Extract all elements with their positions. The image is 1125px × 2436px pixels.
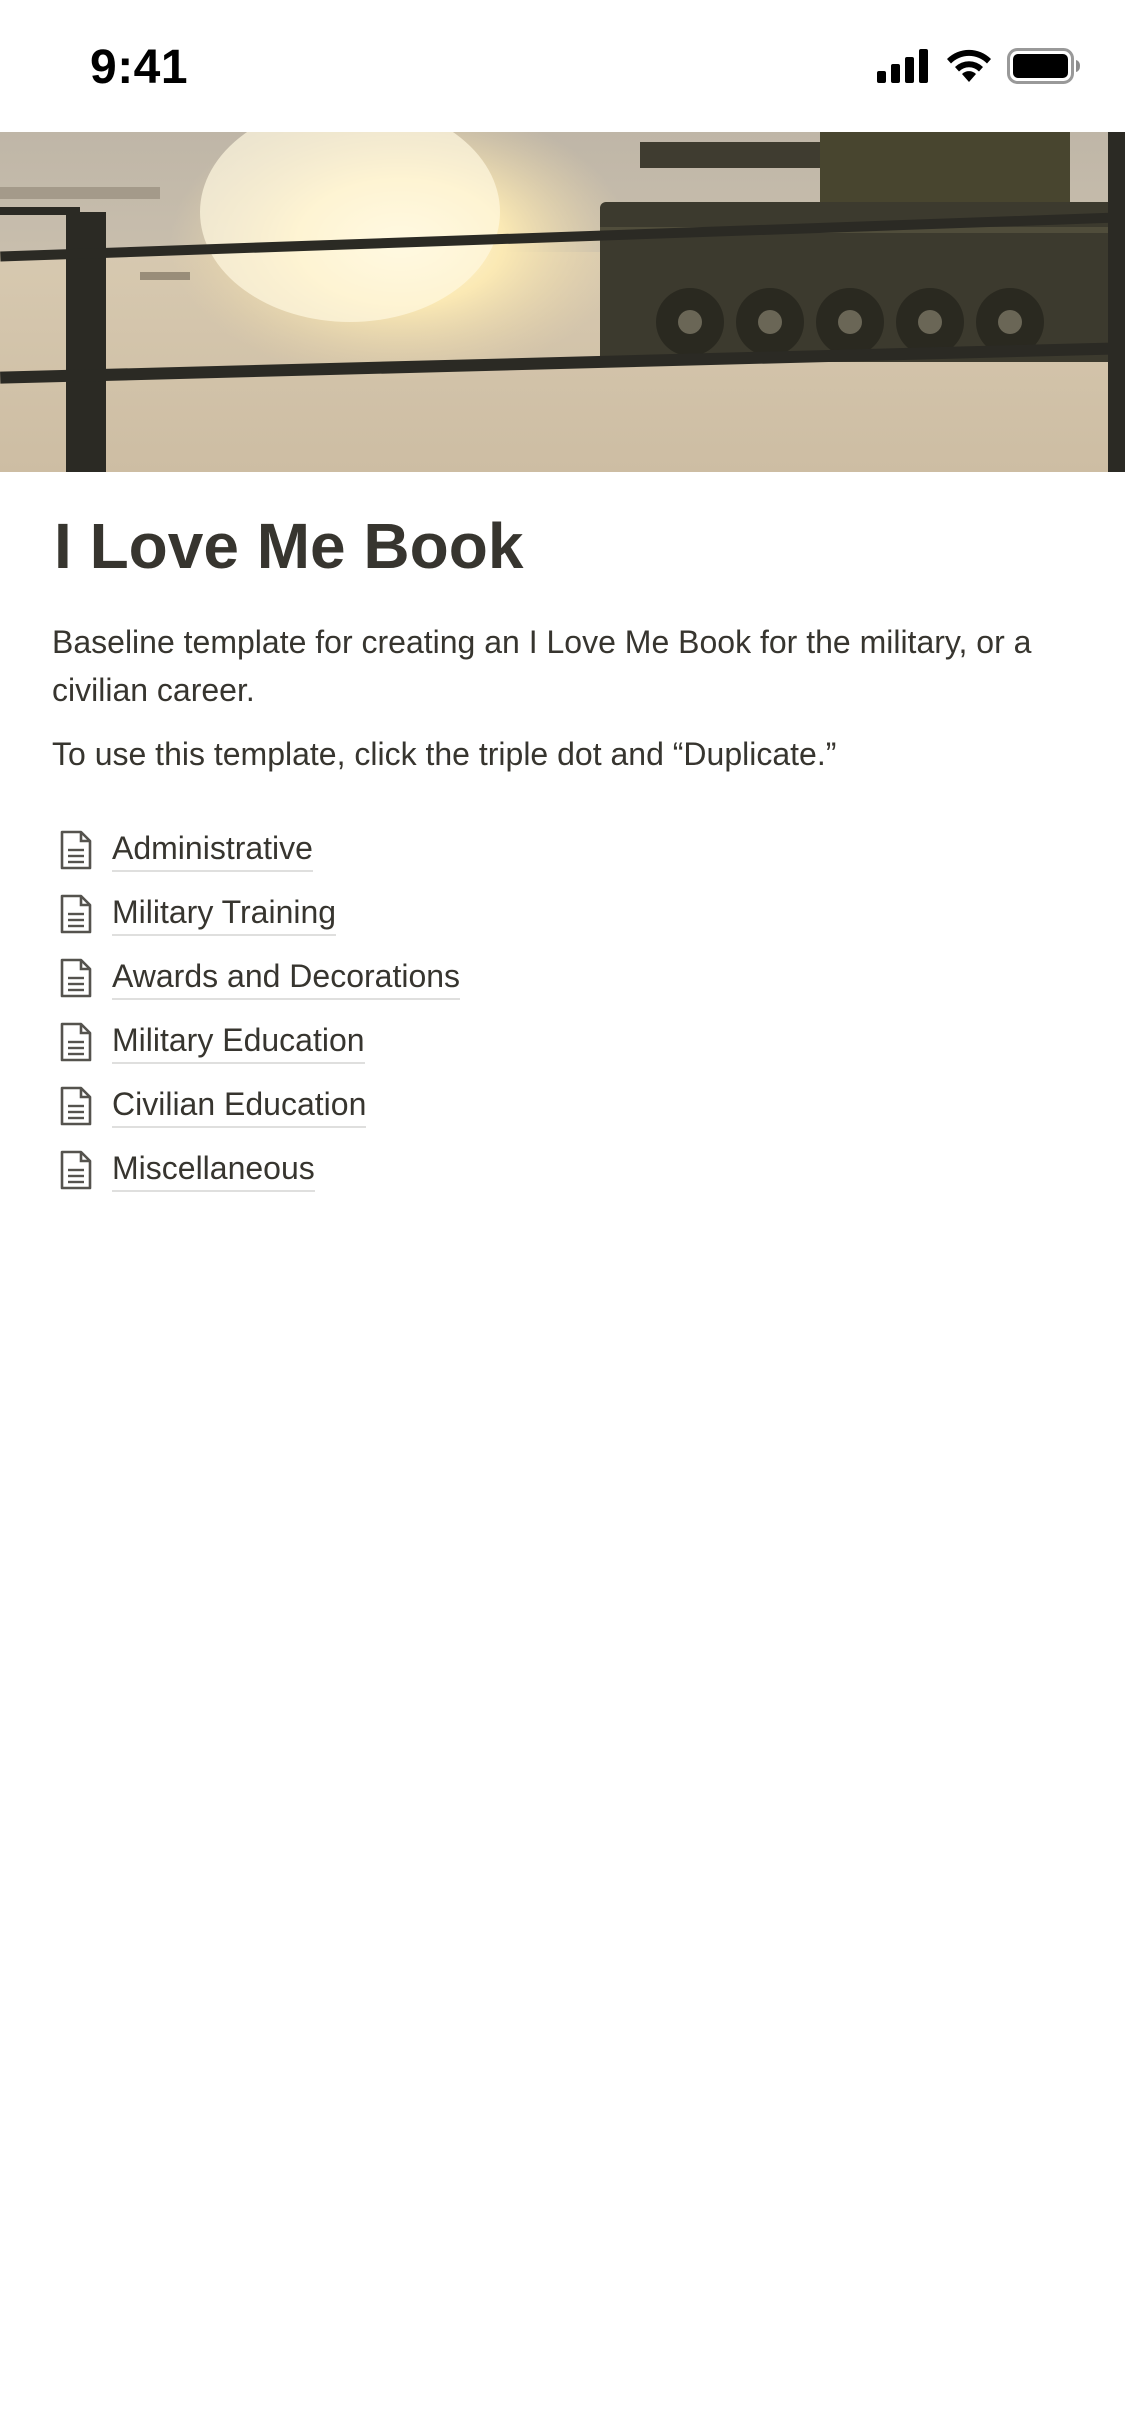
subpage-label[interactable]: Military Education: [112, 1020, 365, 1064]
page-icon: [56, 958, 96, 998]
wifi-icon: [945, 48, 993, 89]
subpage-label[interactable]: Miscellaneous: [112, 1148, 315, 1192]
subpage-label[interactable]: Military Training: [112, 892, 336, 936]
subpage-link-military-training[interactable]: [52, 882, 1073, 946]
page-icon: [56, 1086, 96, 1126]
cover-image[interactable]: [0, 132, 1125, 472]
subpage-link-awards-and-decorations[interactable]: [52, 946, 1073, 1010]
status-icons: [877, 48, 1081, 88]
subpage-link-civilian-education[interactable]: [52, 1074, 1073, 1138]
page-icon: [56, 1022, 96, 1062]
description-paragraph[interactable]: Baseline template for creating an I Love Me Book for the military, or a civilian career.: [52, 623, 1032, 708]
subpage-link-military-education[interactable]: [52, 1010, 1073, 1074]
instruction-paragraph[interactable]: To use this template, click the triple dot and “Duplicate.”: [52, 735, 837, 772]
subpage-label[interactable]: Administrative: [112, 828, 313, 872]
subpage-link-miscellaneous[interactable]: [52, 1138, 1073, 1202]
status-time: 9:41: [90, 41, 189, 94]
page-title[interactable]: I Love Me Book: [54, 510, 524, 582]
subpage-link-administrative[interactable]: [52, 818, 1073, 882]
page-icon: [56, 830, 96, 870]
status-bar: [0, 0, 1125, 132]
battery-icon: [1007, 48, 1081, 89]
subpage-label[interactable]: Civilian Education: [112, 1084, 366, 1128]
subpage-label[interactable]: Awards and Decorations: [112, 956, 460, 1000]
cellular-signal-icon: [877, 49, 931, 88]
page-icon: [56, 1150, 96, 1190]
page-content: [52, 510, 1073, 1218]
page-icon: [56, 894, 96, 934]
subpage-list: [52, 818, 1073, 1202]
